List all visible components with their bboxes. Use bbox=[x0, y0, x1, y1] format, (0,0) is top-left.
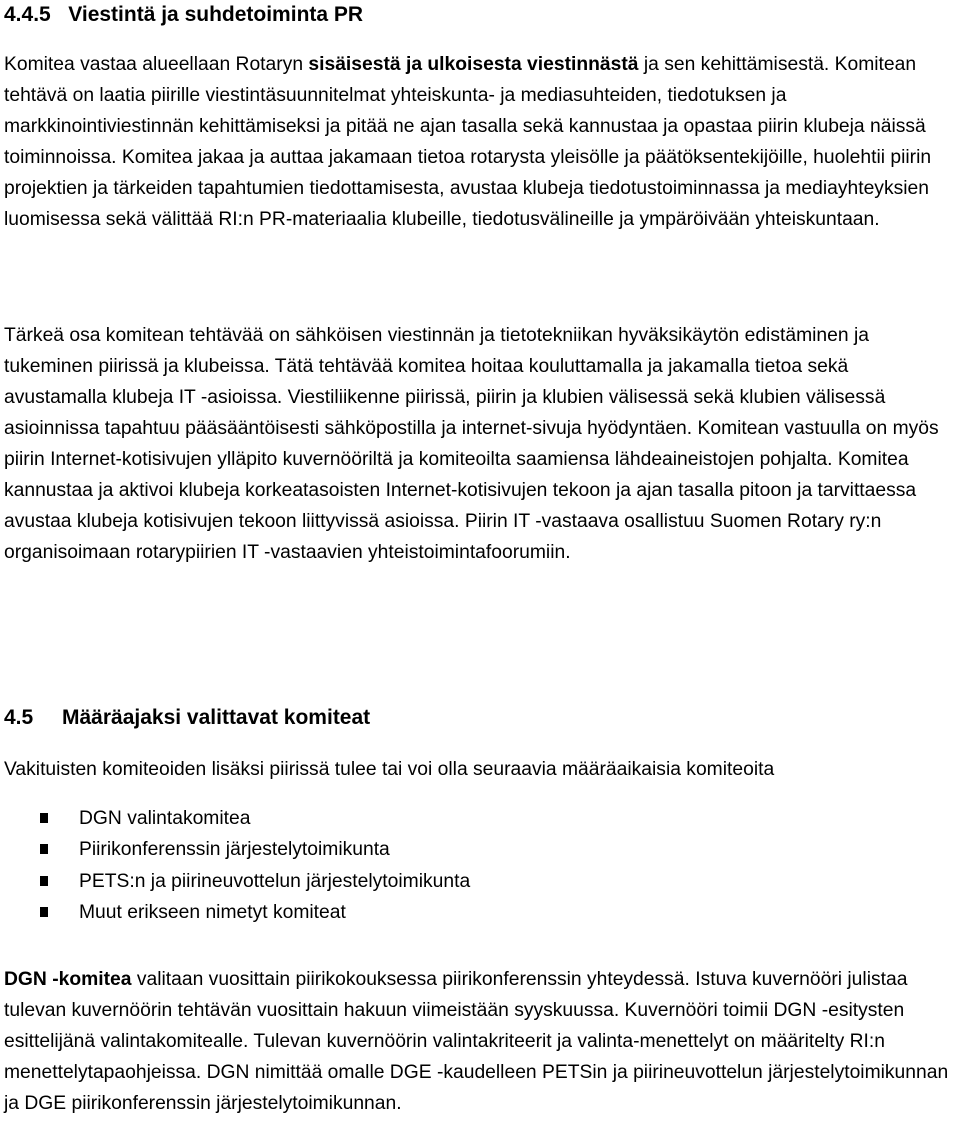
square-bullet-icon bbox=[40, 907, 48, 917]
section-heading-4-5 bbox=[4, 705, 370, 731]
list-item bbox=[4, 803, 470, 834]
paragraph-viestinta bbox=[4, 49, 956, 235]
temporary-committees-list bbox=[4, 803, 470, 928]
section-title: Määräajaksi valittavat komiteat bbox=[62, 706, 371, 729]
section-title: Viestintä ja suhdetoiminta PR bbox=[68, 3, 364, 26]
square-bullet-icon bbox=[40, 813, 48, 823]
list-item bbox=[4, 897, 470, 928]
section-number: 4.5 bbox=[4, 706, 34, 729]
list-item-label: Piirikonferenssin järjestelytoimikunta bbox=[79, 839, 390, 861]
paragraph-bold-text: DGN -komitea bbox=[4, 969, 132, 990]
section-heading-4-4-5 bbox=[4, 2, 363, 28]
list-item-label: DGN valintakomitea bbox=[79, 808, 251, 829]
section-number: 4.4.5 bbox=[4, 3, 51, 26]
square-bullet-icon bbox=[40, 844, 48, 854]
paragraph-dgn-komitea bbox=[4, 964, 956, 1119]
paragraph-text: Komitea vastaa alueellaan Rotaryn bbox=[4, 54, 309, 75]
paragraph-bold-text: sisäisestä ja ulkoisesta viestinnästä bbox=[308, 54, 639, 75]
list-item-label: PETS:n ja piirineuvottelun järjestelytoimikunta bbox=[79, 870, 471, 892]
paragraph-intro: Vakituisten komiteoiden lisäksi piirissä tulee tai voi olla seuraavia määräaikaisia komiteoita bbox=[4, 759, 775, 780]
paragraph-text: valitaan vuosittain piirikokouksessa piirikonferenssin yhteydessä. Istuva kuvernööri julistaa tulevan kuvernöörin tehtävän vuosittain hakuun viimeistään syyskuussa. Kuvernööri toimii DGN -esitysten esittelijänä valintakomitealle. Tulevan kuvernöörin valintakriteerit ja valinta-menettelyt on määritelty RI:n menettelytapaohjeissa. DGN nimittää omalle DGE -kaudelleen PETSin ja piirineuvottelun järjestelytoimikunnan ja DGE piirikonferenssin järjestelytoimikunnan. bbox=[4, 969, 949, 1114]
paragraph-sahkoinen-viestinta: Tärkeä osa komitean tehtävää on sähköisen viestinnän ja tietotekniikan hyväksikäytön edistäminen ja tukeminen piirissä ja klubeissa. Tätä tehtävää komitea hoitaa kouluttamalla ja jakamalla tietoa sekä avustamalla klubeja IT -asioissa. Viestiliikenne piirissä, piirin ja klubien välisessä sekä klubien välisessä asioinnissa tapahtuu pääsääntöisesti sähköpostilla ja internet-sivuja hyödyntäen. Komitean vastuulla on myös piirin Internet-kotisivujen ylläpito kuvernööriltä ja komiteoilta saamiensa lähdeaineistojen pohjalta. Komitea kannustaa ja aktivoi klubeja korkeatasoisten Internet-kotisivujen tekoon ja ajan tasalla pitoon ja tarvittaessa avustaa klubeja kotisivujen tekoon liittyvissä asioissa. Piirin IT -vastaava osallistuu Suomen Rotary ry:n organisoimaan rotarypiirien IT -vastaavien yhteistoimintafoorumiin. bbox=[4, 325, 939, 563]
list-item bbox=[4, 866, 470, 897]
square-bullet-icon bbox=[40, 876, 48, 886]
paragraph-text: ja sen kehittämisestä. Komitean tehtävä on laatia piirille viestintäsuunnitelmat yhteiskunta- ja mediasuhteiden, tiedotuksen ja markkinointiviestinnän kehittämiseksi ja pitää ne ajan tasalla sekä kannustaa ja opastaa piirin klubeja näissä toiminnoissa. Komitea jakaa ja auttaa jakamaan tietoa rotarysta yleisölle ja päätöksentekijöille, huolehtii piirin projektien ja tärkeiden tapahtumien tiedottamisesta, avustaa klubeja tiedotustoiminnassa ja mediayhteyksien luomisessa sekä välittää RI:n PR-materiaalia klubeille, tiedotusvälineille ja ympäröivään yhteiskuntaan. bbox=[4, 54, 932, 230]
list-item-label: Muut erikseen nimetyt komiteat bbox=[79, 901, 346, 923]
list-item bbox=[4, 834, 470, 865]
